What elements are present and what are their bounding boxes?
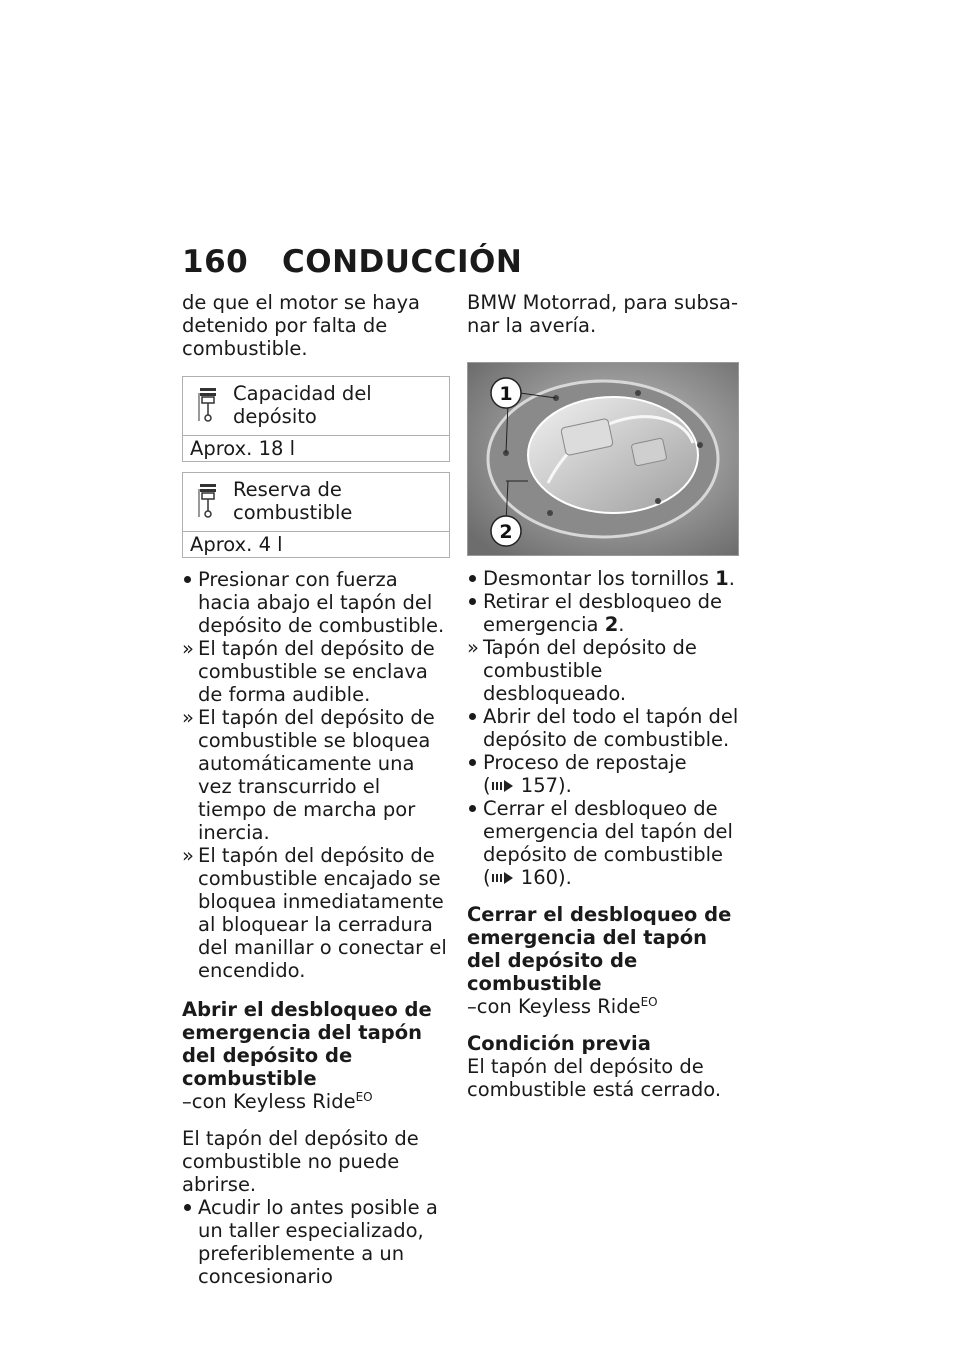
left-column — [182, 291, 450, 1288]
continuation-text: BMW Motorrad, para subsanar la avería. — [467, 291, 738, 337]
result-marker: » — [182, 706, 194, 729]
page-reference-icon — [491, 871, 515, 885]
fuel-piston-icon — [197, 387, 219, 423]
list-item: » El tapón del depósito de combustible encajado se bloquea inmediatamente al bloquear la cerradura del manillar o conectar el encendido. — [182, 844, 447, 982]
list-item: Retirar el desbloqueo de emergencia 2. — [483, 590, 723, 636]
callout-2: 2 — [499, 521, 513, 543]
option-superscript: EO — [355, 1090, 373, 1104]
list-item: » Tapón del depósito de combustible desbloqueado. — [467, 636, 697, 705]
list-item: Cerrar el desbloqueo de emergencia del tapón del depósito de combustible ( 160). — [483, 797, 733, 889]
intro-text: de que el motor se haya detenido por falta de combustible. — [182, 291, 420, 360]
condition-title: Condición previa — [467, 1032, 651, 1055]
right-column — [467, 291, 739, 1101]
result-marker: » — [182, 844, 194, 867]
chapter-title: CONDUCCIÓN — [282, 244, 523, 280]
result-marker: » — [467, 636, 479, 659]
spec-label: Capacidad del depósito — [233, 382, 372, 428]
list-item: Presionar con fuerza hacia abajo el tapón del depósito de combustible. — [198, 568, 445, 637]
page-reference[interactable]: 157). — [514, 774, 572, 797]
callout-1: 1 — [499, 383, 513, 405]
condition-text: El tapón del depósito de combustible está cerrado. — [467, 1055, 722, 1101]
spec-value: Aprox. 4 l — [190, 533, 283, 556]
option-note: –con Keyless Ride$^{EO}$ — [182, 1090, 373, 1113]
page-reference[interactable]: 160). — [514, 866, 572, 889]
spec-box-capacity — [182, 376, 450, 462]
spec-box-reserve — [182, 472, 450, 558]
section-title: Abrir el desbloqueo de emergencia del tapón del depósito de combustible — [182, 998, 432, 1090]
option-superscript: EO — [640, 995, 658, 1009]
list-item: Desmontar los tornillos 1. — [483, 567, 735, 590]
fuel-cap-figure — [467, 362, 739, 556]
spec-label: Reserva de combustible — [233, 478, 353, 524]
fuel-piston-icon — [197, 483, 219, 519]
list-item: » El tapón del depósito de combustible se bloquea automáticamente una vez transcurrido el tiempo de marcha por inercia. — [182, 706, 435, 844]
list-item: Acudir lo antes posible a un taller especializado, preferiblemente a un concesionario — [198, 1196, 438, 1288]
list-item: » El tapón del depósito de combustible se enclava de forma audible. — [182, 637, 435, 706]
list-item: Proceso de repostaje ( 157). — [483, 751, 687, 797]
option-note: –con Keyless Ride$^{EO}$ — [467, 995, 658, 1018]
result-marker: » — [182, 637, 194, 660]
spec-value: Aprox. 18 l — [190, 437, 296, 460]
section-title: Cerrar el desbloqueo de emergencia del tapón del depósito de combustible — [467, 903, 732, 995]
paragraph: El tapón del depósito de combustible no puede abrirse. — [182, 1127, 419, 1196]
page-header — [182, 244, 522, 280]
list-item: Abrir del todo el tapón del depósito de combustible. — [483, 705, 739, 751]
page-number: 160 — [182, 244, 249, 280]
page-reference-icon — [491, 779, 515, 793]
